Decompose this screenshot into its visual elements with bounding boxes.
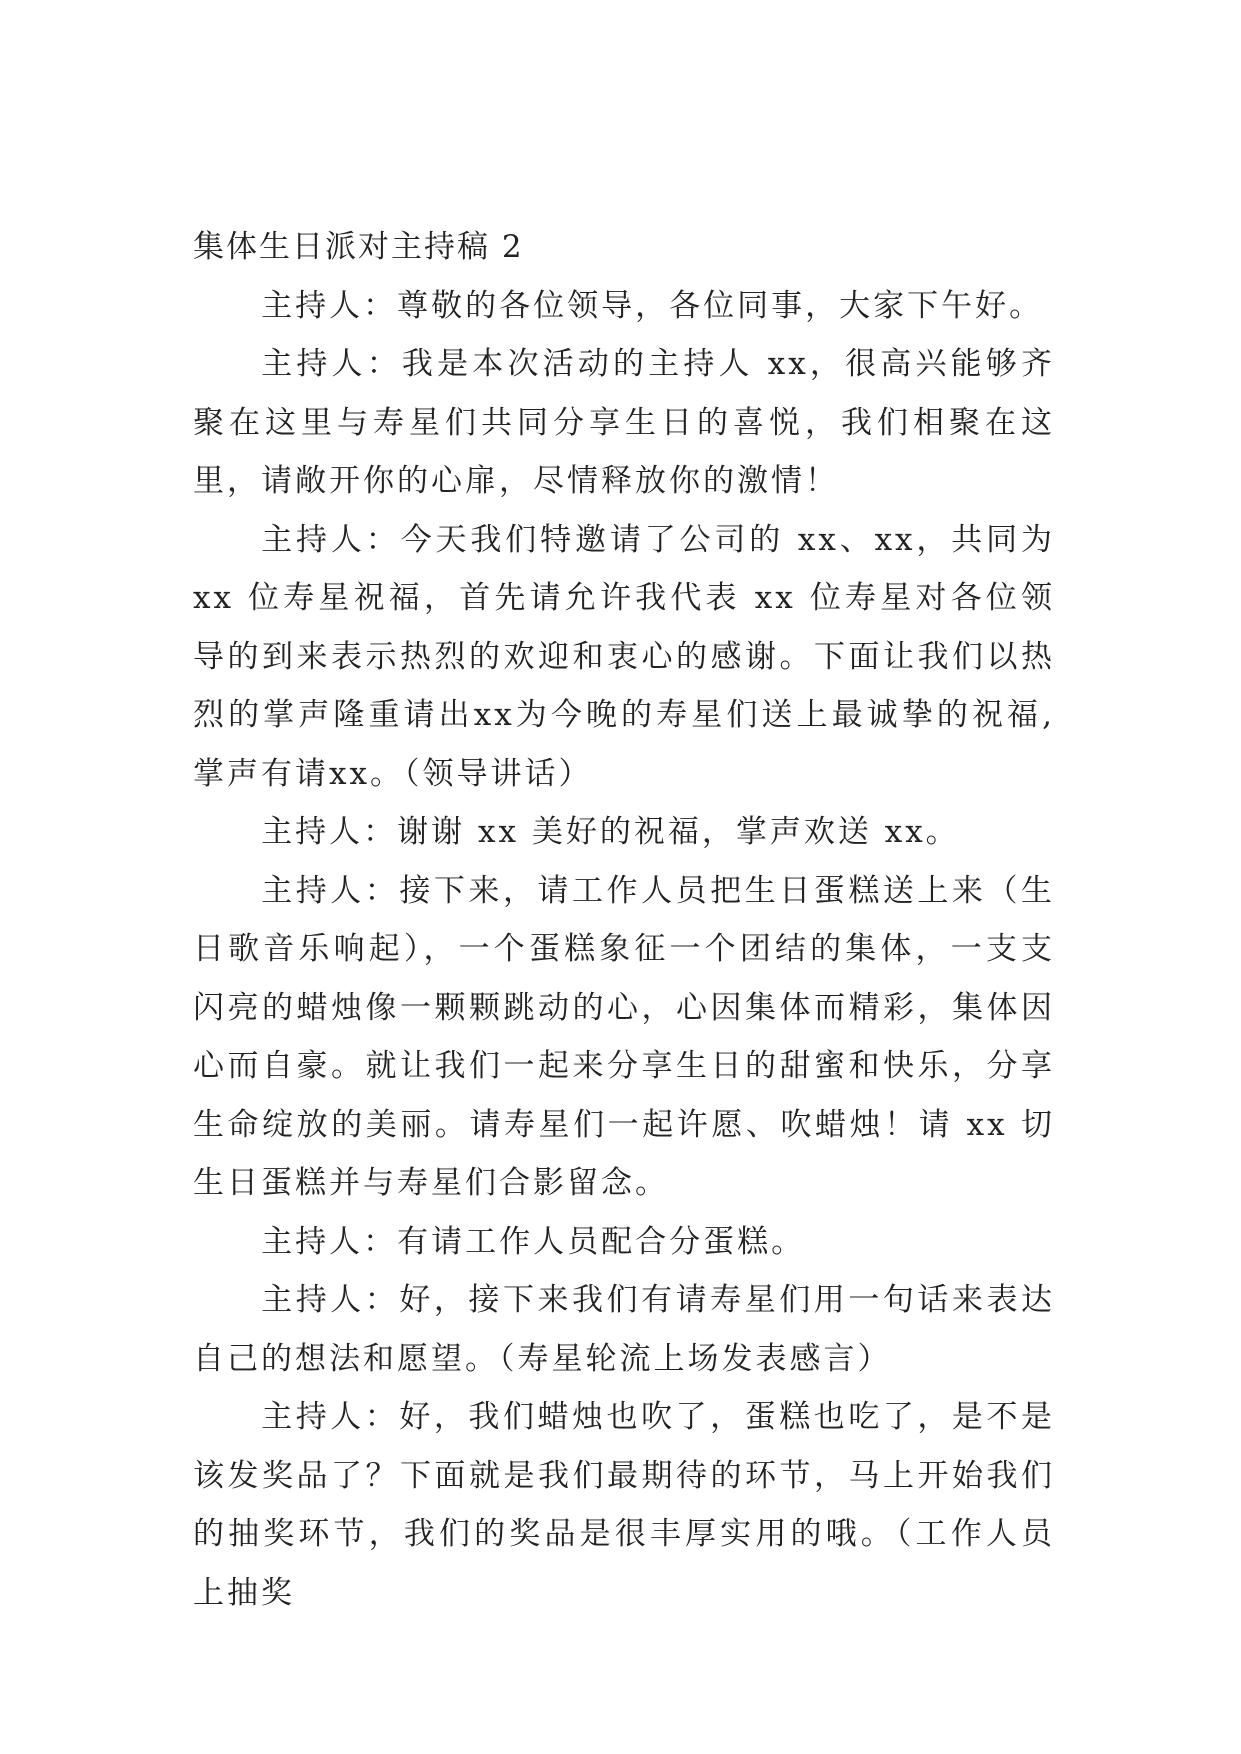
paragraph-7: 主持人：好，接下来我们有请寿星们用一句话来表达自己的想法和愿望。（寿星轮流上场发表感言）: [193, 1282, 1055, 1377]
document-title: 集体生日派对主持稿 2: [193, 229, 524, 265]
paragraph-5: 主持人：接下来，请工作人员把生日蛋糕送上来（生日歌音乐响起），一个蛋糕象征一个团结的集体，一支支闪亮的蜡烛像一颗颗跳动的心，心因集体而精彩，集体因心而自豪。就让我们一起来分享生日的甜蜜和快乐，分享生命绽放的美丽。请寿星们一起许愿、吹蜡烛！请 xx 切生日蛋糕并与寿星们合影留念。: [193, 872, 1055, 1201]
document-body: [193, 218, 1055, 1622]
paragraph-1: 主持人：尊敬的各位领导，各位同事，大家下午好。: [261, 287, 1044, 324]
paragraph-8: 主持人：好，我们蜡烛也吹了，蛋糕也吃了，是不是该发奖品了？下面就是我们最期待的环节，马上开始我们的抽奖环节，我们的奖品是很丰厚实用的哦。（工作人员上抽奖: [193, 1399, 1055, 1611]
paragraph-4: 主持人：谢谢 xx 美好的祝福，掌声欢送 xx。: [261, 814, 960, 850]
paragraph-2: 主持人：我是本次活动的主持人 xx，很高兴能够齐聚在这里与寿星们共同分享生日的喜悦，我们相聚在这里，请敞开你的心扉，尽情释放你的激情！: [193, 346, 1055, 499]
paragraph-3: 主持人：今天我们特邀请了公司的 xx、xx，共同为 xx 位寿星祝福，首先请允许我代表 xx 位寿星对各位领导的到来表示热烈的欢迎和衷心的感谢。下面让我们以热烈的掌声隆重请出xx为今晚的寿星们送上最诚挚的祝福,掌声有请xx。（领导讲话）: [193, 521, 1055, 792]
paragraph-6: 主持人：有请工作人员配合分蛋糕。: [261, 1223, 806, 1260]
